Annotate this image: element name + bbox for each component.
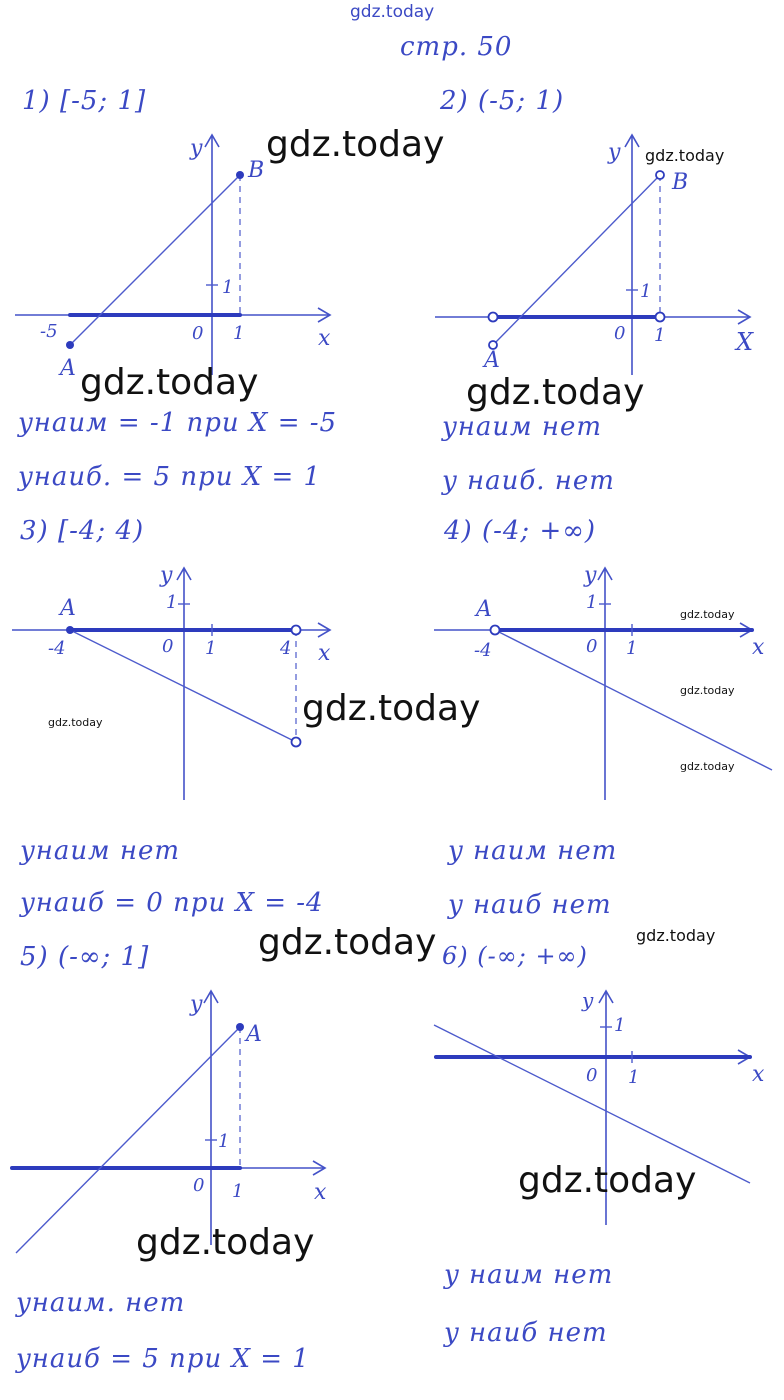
point-b-label: B xyxy=(672,170,689,195)
one-x-label: 1 xyxy=(232,1181,244,1202)
problem-2-answer-min: yнаим нет xyxy=(442,412,603,442)
point-a-label: A xyxy=(476,597,492,622)
problem-2-interval: 2) (-5; 1) xyxy=(440,86,565,116)
function-line xyxy=(70,630,296,742)
watermark[interactable]: gdz.today xyxy=(518,1160,697,1201)
point-a xyxy=(491,626,500,635)
watermark[interactable]: gdz.today xyxy=(80,362,259,403)
y-label: y xyxy=(582,988,594,1012)
x-label: x xyxy=(752,635,765,660)
watermark[interactable]: gdz.today xyxy=(645,146,725,165)
watermark[interactable]: gdz.today xyxy=(258,922,437,963)
x-label: X xyxy=(736,328,754,356)
watermark[interactable]: gdz.today xyxy=(266,124,445,165)
y-label: y xyxy=(160,563,173,588)
open-point-right xyxy=(292,626,301,635)
function-line xyxy=(70,175,240,345)
watermark[interactable]: gdz.today xyxy=(48,716,103,729)
left-label: -4 xyxy=(48,638,66,659)
one-y-label: 1 xyxy=(166,592,178,613)
problem-5-interval: 5) (-∞; 1] xyxy=(20,942,150,972)
left-label: -4 xyxy=(474,640,492,661)
one-y-label: 1 xyxy=(218,1131,230,1152)
point-a xyxy=(66,626,74,634)
watermark[interactable]: gdz.today xyxy=(680,760,735,773)
watermark[interactable]: gdz.today xyxy=(302,688,481,729)
problem-3-answer-max: yнаиб = 0 при X = -4 xyxy=(20,888,324,918)
point-a xyxy=(236,1023,244,1031)
top-watermark[interactable]: gdz.today xyxy=(350,2,435,22)
left-label: -5 xyxy=(40,321,58,342)
problem-6-answer-max: y наиб нет xyxy=(444,1318,608,1348)
x-label: x xyxy=(752,1062,765,1087)
function-line xyxy=(493,175,660,345)
zero-label: 0 xyxy=(162,636,174,657)
point-b-label: B xyxy=(248,158,265,183)
open-point-left xyxy=(489,313,498,322)
point-a-label: A xyxy=(484,348,500,373)
one-y-label: 1 xyxy=(222,277,234,298)
problem-5-graph xyxy=(0,985,360,1260)
zero-label: 0 xyxy=(193,1175,205,1196)
problem-5-answer-max: yнаиб = 5 при X = 1 xyxy=(16,1344,310,1374)
watermark[interactable]: gdz.today xyxy=(680,684,735,697)
zero-label: 0 xyxy=(586,1065,598,1086)
problem-1-interval: 1) [-5; 1] xyxy=(22,86,147,116)
y-label: y xyxy=(190,992,203,1017)
problem-2-answer-max: y наиб. нет xyxy=(442,466,615,496)
one-x-label: 1 xyxy=(654,325,666,346)
one-x-label: 1 xyxy=(233,323,245,344)
problem-3-answer-min: yнаим нет xyxy=(20,836,181,866)
open-point-right xyxy=(656,313,665,322)
point-a-label: A xyxy=(246,1022,262,1047)
one-y-label: 1 xyxy=(586,592,598,613)
zero-label: 0 xyxy=(192,323,204,344)
point-b xyxy=(236,171,244,179)
one-x-label: 1 xyxy=(626,638,638,659)
problem-3-graph xyxy=(0,560,360,810)
right-label: 4 xyxy=(280,638,292,659)
watermark[interactable]: gdz.today xyxy=(680,608,735,621)
problem-5-answer-min: yнаим. нет xyxy=(16,1288,186,1318)
x-label: x xyxy=(318,641,331,666)
one-x-label: 1 xyxy=(205,638,217,659)
one-y-label: 1 xyxy=(640,281,652,302)
page-reference: cтр. 50 xyxy=(400,32,513,62)
problem-3-interval: 3) [-4; 4) xyxy=(20,516,145,546)
point-a-label: A xyxy=(60,596,76,621)
x-label: x xyxy=(318,326,331,351)
problem-1-answer-min: yнаим = -1 при X = -5 xyxy=(18,408,338,438)
problem-6-answer-min: y наим нет xyxy=(444,1260,614,1290)
problem-4-answer-min: y наим нет xyxy=(448,836,618,866)
zero-label: 0 xyxy=(586,636,598,657)
point-a-label: A xyxy=(60,356,76,381)
watermark[interactable]: gdz.today xyxy=(466,372,645,413)
problem-1-answer-max: yнаиб. = 5 при X = 1 xyxy=(18,462,322,492)
watermark[interactable]: gdz.today xyxy=(136,1222,315,1263)
problem-4-answer-max: y наиб нет xyxy=(448,890,612,920)
watermark[interactable]: gdz.today xyxy=(636,926,716,945)
y-label: y xyxy=(608,140,621,165)
zero-label: 0 xyxy=(614,323,626,344)
point-a xyxy=(66,341,74,349)
y-label: y xyxy=(584,563,597,588)
problem-4-interval: 4) (-4; +∞) xyxy=(444,516,597,546)
one-x-label: 1 xyxy=(628,1067,640,1088)
problem-6-interval: 6) (-∞; +∞) xyxy=(442,942,588,970)
x-label: x xyxy=(314,1180,327,1205)
problem-2-graph xyxy=(420,125,780,385)
open-point-end xyxy=(292,738,301,747)
y-label: y xyxy=(190,136,203,161)
one-y-label: 1 xyxy=(614,1015,626,1036)
point-b xyxy=(656,171,664,179)
